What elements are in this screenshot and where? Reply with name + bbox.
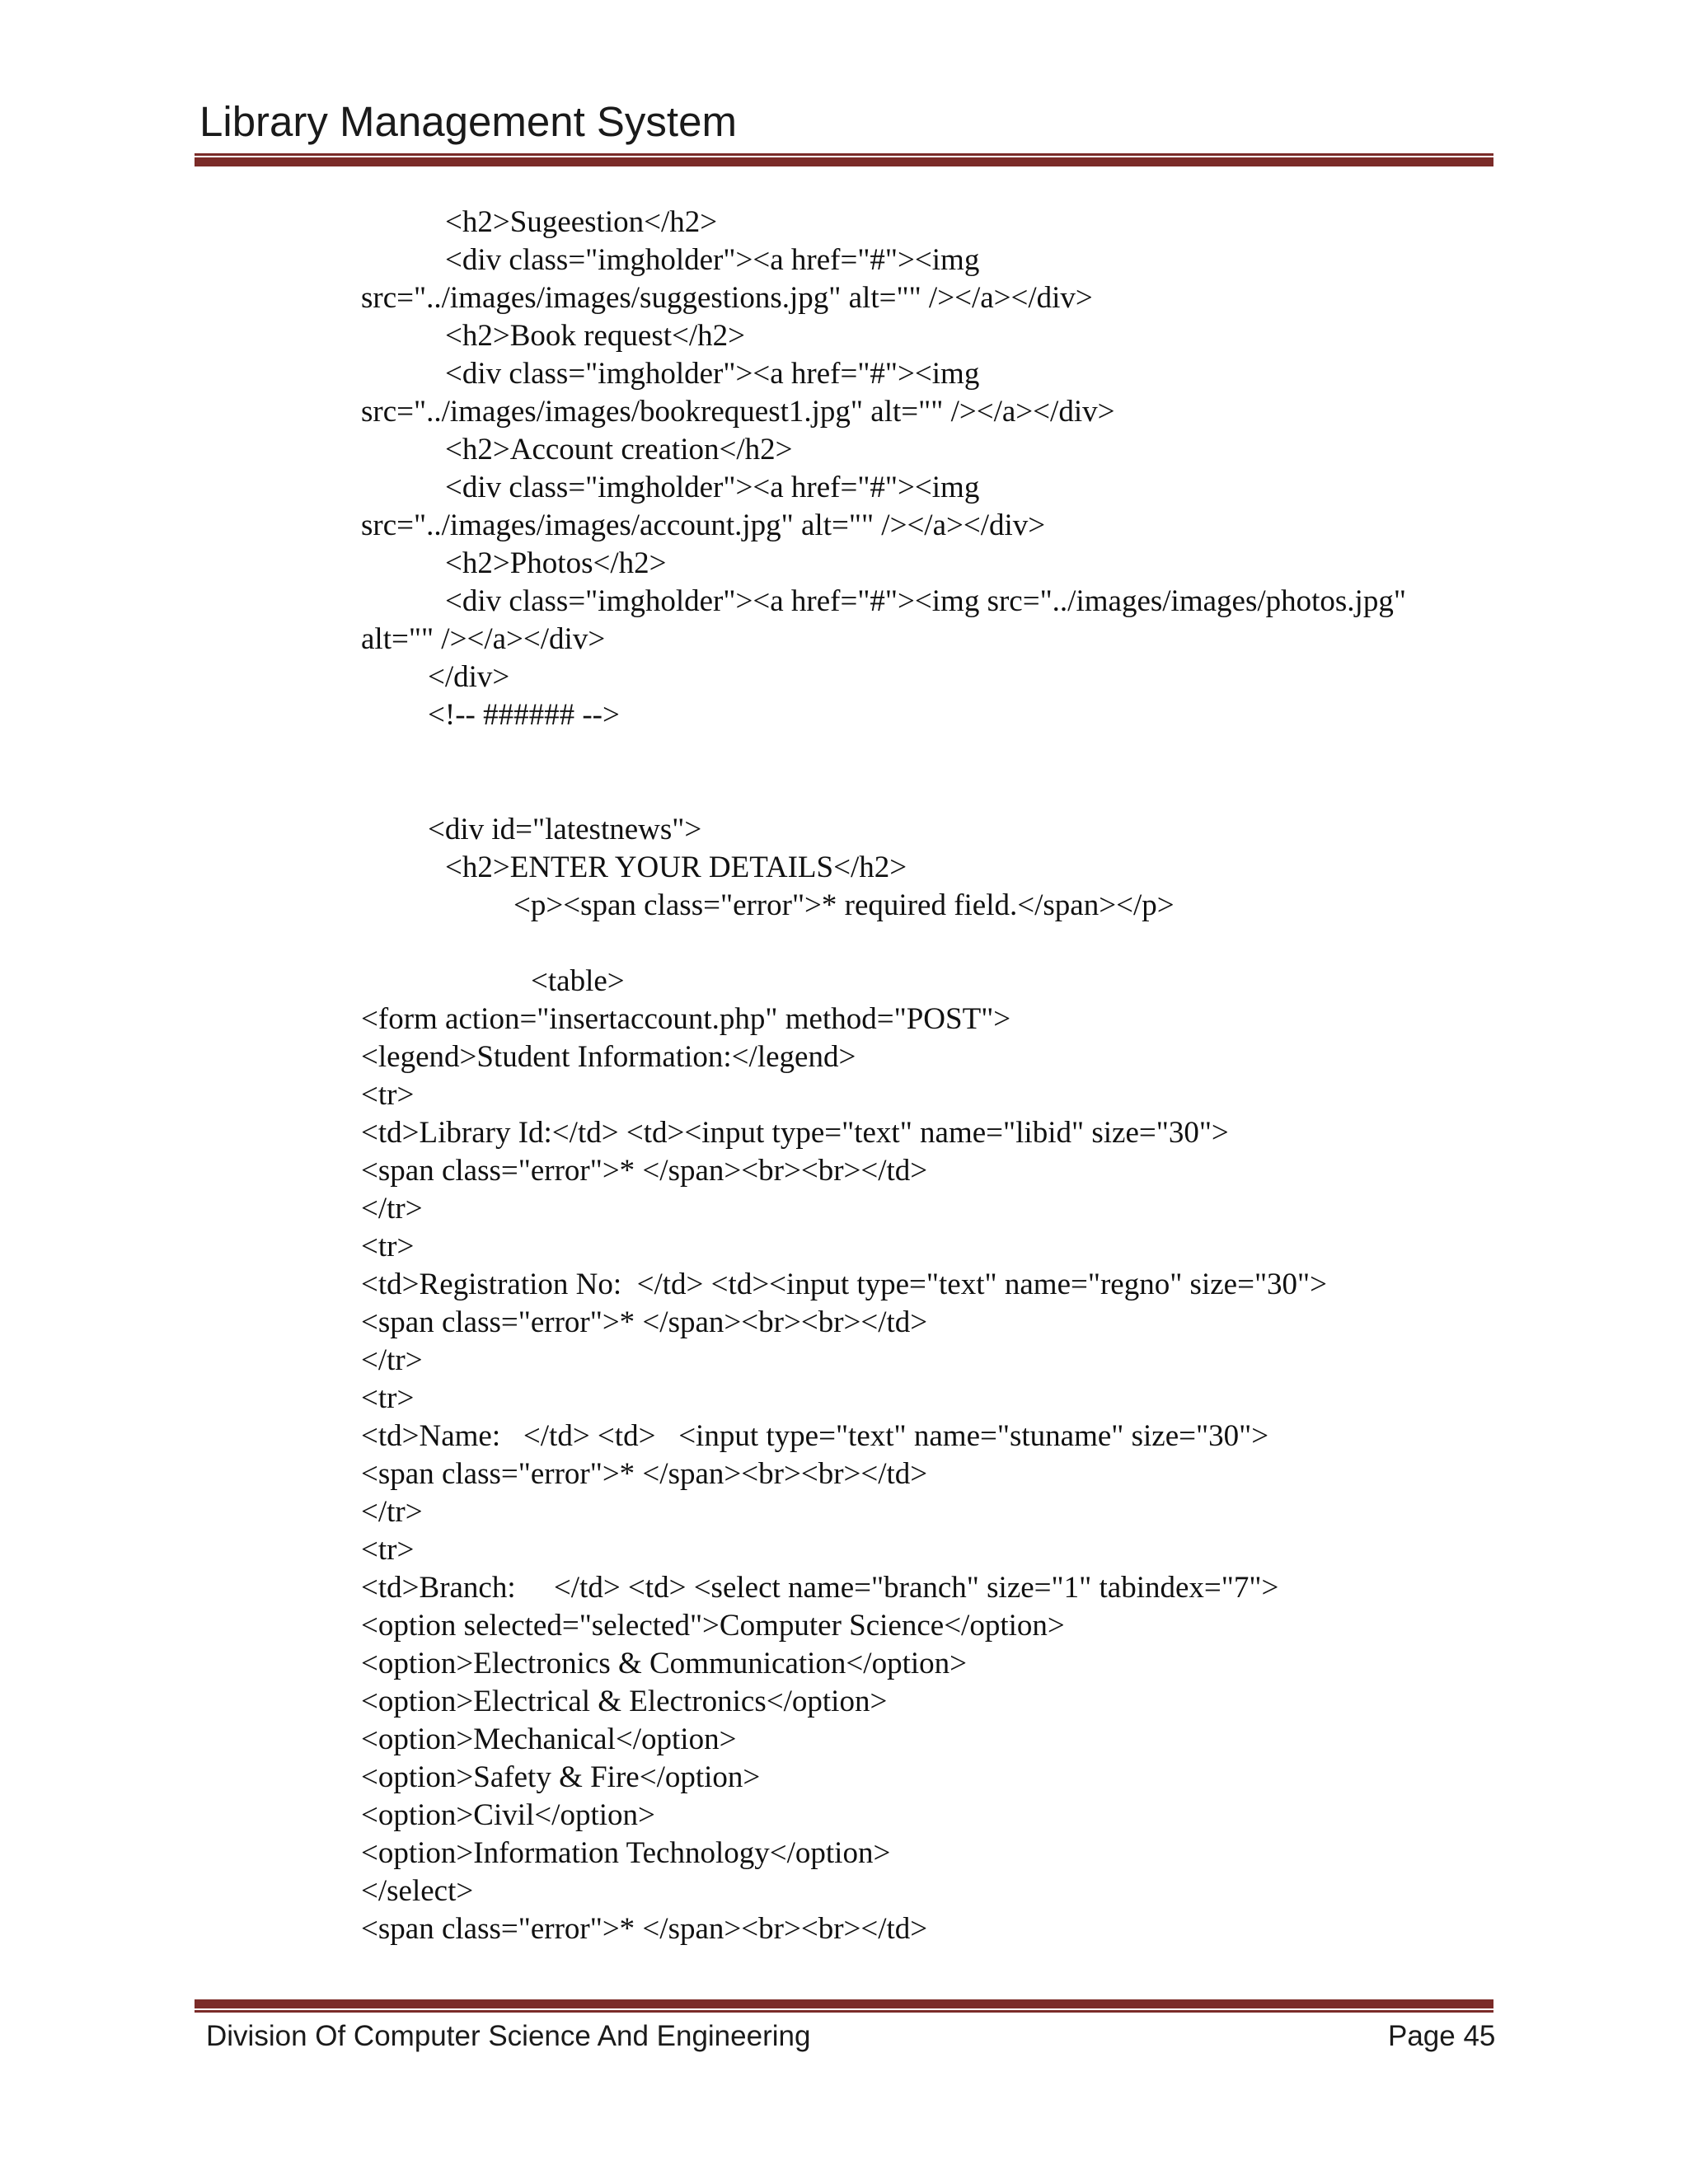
code-line: <h2>Account creation</h2> <box>445 433 793 466</box>
page-number: Page 45 <box>1388 2020 1496 2052</box>
code-line: <option>Mechanical</option> <box>361 1722 737 1756</box>
code-line: <tr> <box>361 1230 415 1263</box>
code-line: <!-- ###### --> <box>428 698 620 732</box>
code-line: <form action="insertaccount.php" method="POST"> <box>361 1002 1011 1036</box>
code-line: <div class="imgholder"><a href="#"><img <box>445 471 980 504</box>
code-line: <option>Safety & Fire</option> <box>361 1760 761 1794</box>
code-line: <td>Name: </td> <td> <input type="text" name="stuname" size="30"> <box>361 1419 1269 1453</box>
code-line: src="../images/images/account.jpg" alt="" /></a></div> <box>361 509 1046 542</box>
code-line: <option>Electrical & Electronics</option> <box>361 1685 888 1718</box>
code-line: </select> <box>361 1874 474 1908</box>
footer-divider-thin <box>195 2010 1493 2013</box>
code-line: </tr> <box>361 1495 423 1529</box>
code-line: <td>Library Id:</td> <td><input type="text" name="libid" size="30"> <box>361 1116 1229 1150</box>
code-line: </tr> <box>361 1192 423 1226</box>
code-line: <p><span class="error">* required field.</span></p> <box>513 888 1175 922</box>
code-line: <h2>ENTER YOUR DETAILS</h2> <box>445 851 907 884</box>
code-line: <option>Civil</option> <box>361 1798 655 1832</box>
code-line: <option selected="selected">Computer Science</option> <box>361 1609 1065 1643</box>
code-line: <div class="imgholder"><a href="#"><img <box>445 357 980 391</box>
code-line: <h2>Book request</h2> <box>445 319 746 353</box>
code-line: alt="" /></a></div> <box>361 622 606 656</box>
code-line: </div> <box>428 660 510 694</box>
code-line: <div class="imgholder"><a href="#"><img src="../images/images/photos.jpg" <box>445 584 1406 618</box>
code-line: <h2>Sugeestion</h2> <box>445 205 718 239</box>
code-line: <option>Information Technology</option> <box>361 1836 891 1870</box>
code-line: <legend>Student Information:</legend> <box>361 1040 856 1074</box>
code-line: <div id="latestnews"> <box>428 813 702 846</box>
code-line: <span class="error">* </span><br><br></td> <box>361 1154 928 1188</box>
footer-divider-thick <box>195 1999 1493 2008</box>
code-line: <span class="error">* </span><br><br></td> <box>361 1457 928 1491</box>
code-line: <span class="error">* </span><br><br></td> <box>361 1305 928 1339</box>
code-line: <span class="error">* </span><br><br></td> <box>361 1912 928 1946</box>
code-line: <td>Branch: </td> <td> <select name="branch" size="1" tabindex="7"> <box>361 1571 1279 1605</box>
code-line: <tr> <box>361 1381 415 1415</box>
code-line: <h2>Photos</h2> <box>445 546 667 580</box>
code-line: <table> <box>531 964 625 998</box>
code-line: <td>Registration No: </td> <td><input type="text" name="regno" size="30"> <box>361 1268 1328 1301</box>
code-line: <tr> <box>361 1078 415 1112</box>
code-line: <tr> <box>361 1533 415 1567</box>
code-line: <option>Electronics & Communication</option> <box>361 1647 967 1680</box>
code-line: src="../images/images/bookrequest1.jpg" alt="" /></a></div> <box>361 395 1115 429</box>
code-line: <div class="imgholder"><a href="#"><img <box>445 243 980 277</box>
code-line: src="../images/images/suggestions.jpg" alt="" /></a></div> <box>361 281 1093 315</box>
page-header-title: Library Management System <box>199 98 737 145</box>
footer-division: Division Of Computer Science And Engineering <box>206 2020 811 2052</box>
code-line: </tr> <box>361 1343 423 1377</box>
